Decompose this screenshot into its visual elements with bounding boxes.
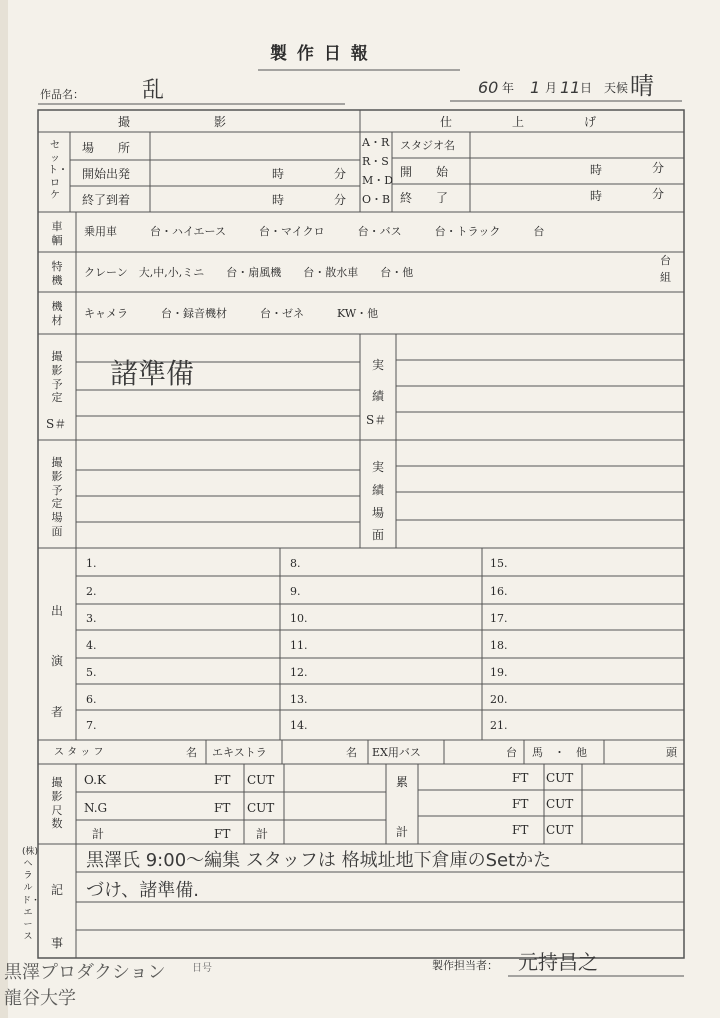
- special-unit-top: 台: [660, 254, 671, 267]
- horse-unit: 頭: [666, 746, 677, 759]
- start-minute-unit: 分: [334, 167, 347, 181]
- finish-end-minute: 分: [652, 187, 665, 201]
- scene-actual-label: 実績場面: [371, 460, 384, 543]
- cum-cut-3: CUT: [546, 823, 574, 837]
- start-hour-unit: 時: [272, 167, 285, 181]
- notes-label: 記事: [50, 883, 63, 950]
- work-label: 作品名：: [40, 88, 84, 101]
- finish-start-hour: 時: [590, 163, 603, 177]
- cum-cut-1: CUT: [546, 771, 574, 785]
- cast-number: 3.: [86, 612, 97, 625]
- actual-label: 実績: [371, 358, 384, 404]
- end-arrive-label: 終了到着: [82, 193, 131, 207]
- cast-number: 10.: [290, 612, 308, 625]
- scene-label: 撮影予定場面: [51, 456, 63, 538]
- subtotal-ft: FT: [214, 827, 231, 841]
- cast-number: 5.: [86, 666, 97, 679]
- ok-ft: FT: [214, 773, 231, 787]
- plan-handwritten: 諸準備: [110, 357, 195, 390]
- code-rs: R・S: [362, 155, 389, 168]
- code-ob: O・B: [362, 193, 391, 206]
- bus-label: EX用バス: [372, 746, 421, 759]
- cast-number: 8.: [290, 557, 301, 570]
- finish-start-label: 開 始: [400, 165, 449, 179]
- finishing-header: 仕 上 げ: [440, 115, 597, 129]
- cast-number: 9.: [290, 585, 301, 598]
- cumulative-label: 累: [396, 775, 409, 789]
- year-suffix: 年: [502, 81, 515, 95]
- extra-label: エキストラ: [212, 746, 267, 759]
- start-depart-label: 開始出発: [82, 167, 131, 181]
- cast-number: 20.: [490, 693, 508, 706]
- cast-number: 14.: [290, 719, 308, 732]
- manager-label: 製作担当者：: [432, 959, 498, 972]
- equipment-label: 機材: [51, 300, 63, 327]
- cast-number: 17.: [490, 612, 508, 625]
- plan-s-label: S＃: [46, 417, 67, 431]
- notes-line-2: づけ、諸準備.: [86, 880, 200, 901]
- subtotal-label: 計: [92, 827, 105, 841]
- ok-label: O.K: [84, 773, 106, 787]
- bus-unit: 台: [506, 746, 517, 759]
- studio-name-label: スタジオ名: [400, 139, 455, 152]
- code-ar: A・R: [362, 136, 390, 149]
- form-title: 製 作 日 報: [270, 44, 370, 64]
- date-day: 11: [560, 78, 581, 97]
- finish-start-minute: 分: [652, 161, 665, 175]
- date-fragment: 日号: [192, 963, 212, 974]
- cum-cut-2: CUT: [546, 797, 574, 811]
- shooting-header: 撮 影: [118, 115, 227, 129]
- cum-ft-2: FT: [512, 797, 529, 811]
- end-minute-unit: 分: [334, 193, 347, 207]
- manager-handwritten: 元持昌之: [518, 950, 598, 974]
- date-month: 1: [530, 78, 541, 97]
- weather-label: 天候: [604, 81, 629, 95]
- work-name-handwritten: 乱: [142, 78, 165, 103]
- vehicles-text: 乗用車 台・ハイエース 台・マイクロ 台・バス 台・トラック 台: [84, 225, 545, 238]
- staff-person-unit: 名: [186, 746, 197, 759]
- watermark-ryukoku: 龍谷大学: [4, 988, 76, 1009]
- cast-number: 21.: [490, 719, 508, 732]
- cast-number: 19.: [490, 666, 508, 679]
- footage-label: 撮影尺数: [51, 776, 63, 831]
- actual-s-label: S＃: [366, 413, 387, 427]
- subtotal-cut-total: 計: [256, 827, 269, 841]
- cast-number: 13.: [290, 693, 308, 706]
- cumulative-total-label: 計: [396, 825, 409, 839]
- cast-number: 1.: [86, 557, 97, 570]
- ng-ft: FT: [214, 801, 231, 815]
- date-year: 60: [478, 78, 499, 97]
- code-md: M・D: [362, 174, 394, 187]
- cast-number: 6.: [86, 693, 97, 706]
- special-unit-bottom: 組: [660, 271, 671, 284]
- cast-number: 16.: [490, 585, 508, 598]
- horse-label: 馬 ・ 他: [532, 746, 587, 759]
- cum-ft-1: FT: [512, 771, 529, 785]
- notes-line-1: 黒澤氏 9:00～編集 スタッフは 格城址地下倉庫のSetかた: [86, 850, 552, 871]
- special-text: クレーン 大,中,小,ミニ 台・扇風機 台・散水車 台・他: [84, 266, 414, 279]
- finish-end-label: 終 了: [400, 191, 449, 205]
- cast-number: 18.: [490, 639, 508, 652]
- month-suffix: 月: [545, 81, 558, 95]
- cast-label: 出演者: [50, 604, 63, 719]
- cast-number: 15.: [490, 557, 508, 570]
- extra-person-unit: 名: [346, 746, 357, 759]
- cast-number: 4.: [86, 639, 97, 652]
- special-label: 特機: [51, 260, 63, 287]
- weather-handwritten: 晴: [630, 72, 654, 100]
- end-hour-unit: 時: [272, 193, 285, 207]
- vehicles-label: 車輌: [51, 220, 63, 247]
- cast-number: 2.: [86, 585, 97, 598]
- staff-label: ス タ ッ フ: [54, 747, 104, 758]
- cast-number: 11.: [290, 639, 308, 652]
- company-vertical: (株)ヘラルド・エース: [22, 847, 41, 942]
- place-label: 場 所: [82, 141, 131, 155]
- ng-label: N.G: [84, 801, 108, 815]
- cast-number: 12.: [290, 666, 308, 679]
- cum-ft-3: FT: [512, 823, 529, 837]
- finish-end-hour: 時: [590, 189, 603, 203]
- plan-label: 撮影予定: [51, 350, 63, 405]
- ng-cut: CUT: [247, 801, 275, 815]
- ok-cut: CUT: [247, 773, 275, 787]
- day-suffix: 日: [580, 81, 593, 95]
- cast-number: 7.: [86, 719, 97, 732]
- set-loc-label: セット・ロケ: [48, 140, 68, 201]
- equipment-text: キャメラ 台・録音機材 台・ゼネ KW・他: [84, 307, 379, 320]
- watermark-kurosawa: 黒澤プロダクション: [4, 962, 166, 983]
